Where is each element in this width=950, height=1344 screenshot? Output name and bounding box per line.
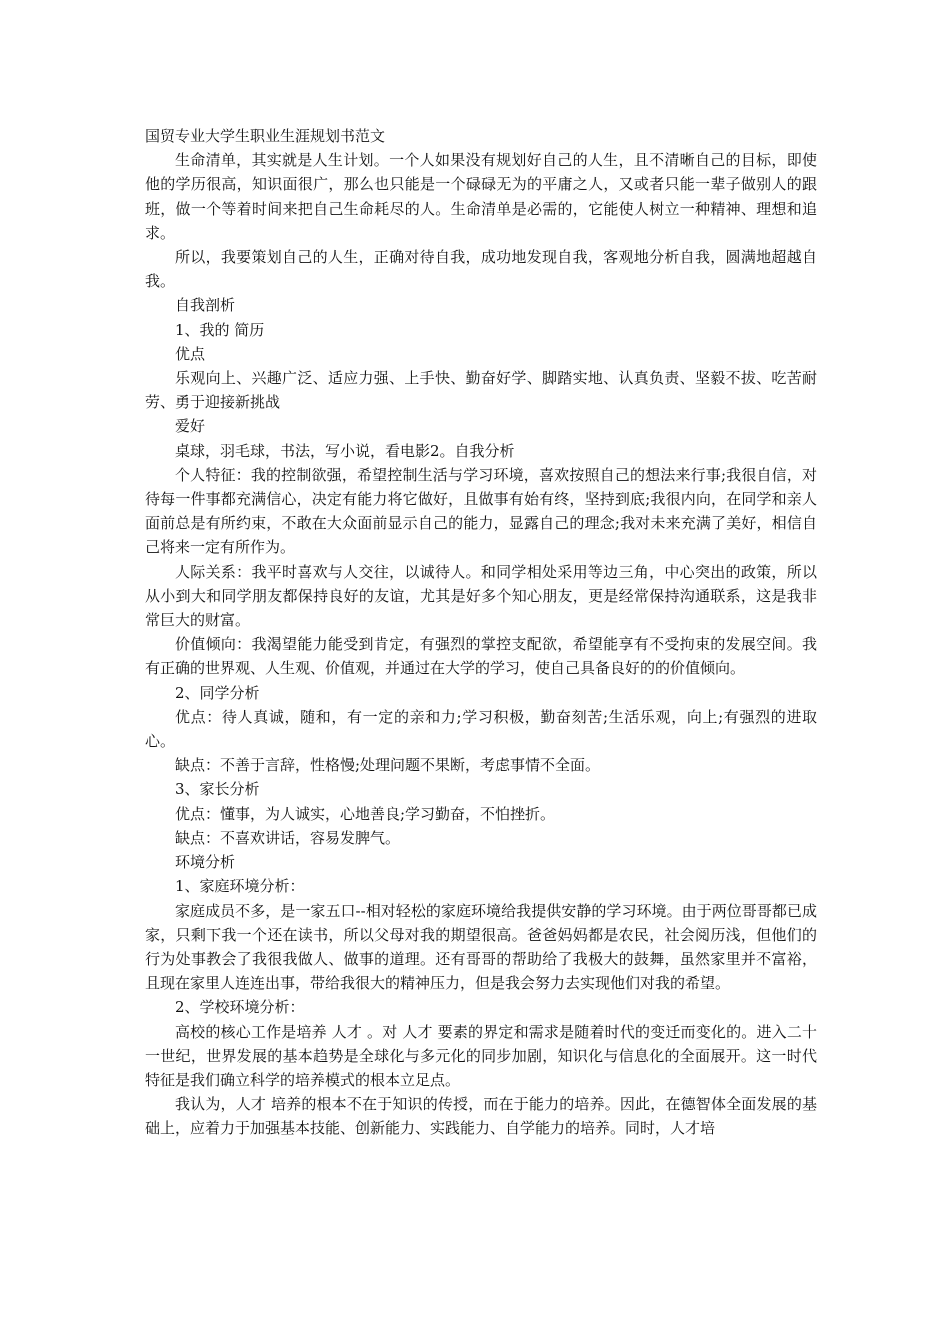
heading-environment-analysis: 环境分析 — [175, 853, 236, 872]
document-page — [145, 124, 817, 1141]
heading-self-analysis: 自我剖析 — [175, 296, 236, 315]
paragraph-family-environment: 家庭成员不多，是一家五口--相对轻松的家庭环境给我提供安静的学习环境。由于两位哥哥都已成家，只剩下我一个还在读书，所以父母对我的期望很高。爸爸妈妈都是农民，社会阅历浅，但他们的行为处事教会了我很我做人、做事的道理。还有哥哥的帮助给了我极大的鼓舞，虽然家里并不富裕，且现在家里人连连出事，带给我很大的精神压力，但是我会努力去实现他们对我的希望。 — [145, 901, 817, 993]
label-strengths: 优点 — [175, 344, 206, 363]
paragraph-talent-training: 我认为，人才 培养的根本不在于知识的传授，而在于能力的培养。因此，在德智体全面发展的基础上，应着力于加强基本技能、创新能力、实践能力、自学能力的培养。同时，人才培 — [145, 1095, 817, 1138]
label-hobbies: 爱好 — [175, 417, 206, 436]
paragraph-personal-traits: 个人特征：我的控制欲强，希望控制生活与学习环境，喜欢按照自己的想法来行事;我很自信，对待每一件事都充满信心，决定有能力将它做好，且做事有始有终，坚持到底;我很内向，在同学和亲人面前总是有所约束，不敢在大众面前显示自己的能力，显露自己的理念;我对未来充满了美好，相信自己将来一定有所作为。 — [145, 465, 817, 557]
parent-weaknesses: 缺点：不喜欢讲话，容易发脾气。 — [175, 828, 401, 847]
heading-classmate-analysis: 2、同学分析 — [175, 683, 260, 702]
heading-parent-analysis: 3、家长分析 — [175, 780, 260, 799]
paragraph-plan-self: 所以，我要策划自己的人生，正确对待自我，成功地发现自我，客观地分析自我，圆满地超越自我。 — [145, 248, 817, 291]
heading-school-environment: 2、学校环境分析： — [175, 998, 305, 1017]
paragraph-intro: 生命清单，其实就是人生计划。一个人如果没有规划好自己的人生，且不清晰自己的目标，即使他的学历很高，知识面很广，那么也只能是一个碌碌无为的平庸之人，又或者只能一辈子做别人的跟班，做一个等着时间来把自己生命耗尽的人。生命清单是必需的，它能使人树立一种精神、理想和追求。 — [145, 151, 817, 242]
classmate-strengths: 优点：待人真诚，随和，有一定的亲和力;学习积极，勤奋刻苦;生活乐观，向上;有强烈的进取心。 — [145, 707, 817, 751]
strengths-list: 乐观向上、兴趣广泛、适应力强、上手快、勤奋好学、脚踏实地、认真负责、坚毅不拔、吃苦耐劳、勇于迎接新挑战 — [145, 369, 817, 412]
paragraph-relationships: 人际关系：我平时喜欢与人交往，以诚待人。和同学相处采用等边三角，中心突出的政策，所以从小到大和同学朋友都保持良好的友谊，尤其是好多个知心朋友，更是经常保持沟通联系，这是我非常巨大的财富。 — [145, 562, 817, 630]
paragraph-values: 价值倾向：我渴望能力能受到肯定，有强烈的掌控支配欲，希望能享有不受拘束的发展空间。我有正确的世界观、人生观、价值观，并通过在大学的学习，使自己具备良好的的价值倾向。 — [145, 635, 817, 678]
hobbies-list: 桌球，羽毛球，书法，写小说，看电影2。自我分析 — [175, 441, 515, 460]
paragraph-school-core: 高校的核心工作是培养 人才 。对 人才 要素的界定和需求是随着时代的变迁而变化的。进入二十一世纪，世界发展的基本趋势是全球化与多元化的同步加剧，知识化与信息化的全面展开。这一时代特征是我们确立科学的培养模式的根本立足点。 — [145, 1022, 817, 1089]
parent-strengths: 优点：懂事，为人诚实，心地善良;学习勤奋，不怕挫折。 — [175, 804, 556, 823]
heading-resume: 1、我的 简历 — [175, 320, 265, 339]
heading-family-environment: 1、家庭环境分析： — [175, 877, 305, 896]
document-title: 国贸专业大学生职业生涯规划书范文 — [145, 127, 386, 145]
classmate-weaknesses: 缺点：不善于言辞，性格慢;处理问题不果断，考虑事情不全面。 — [175, 756, 601, 775]
